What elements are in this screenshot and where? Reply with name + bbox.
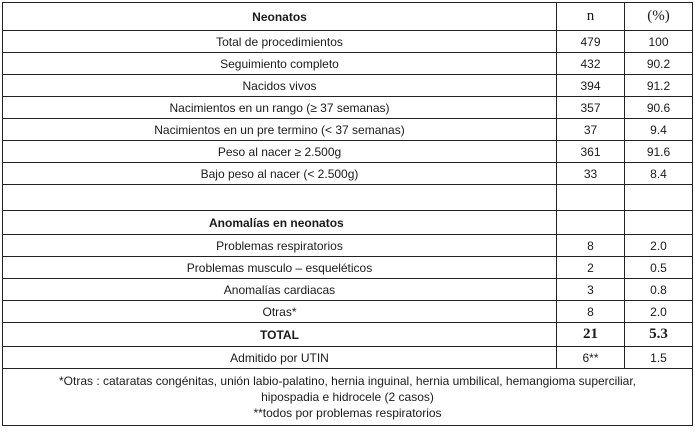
- utin-n: 6**: [557, 347, 625, 369]
- row-label: Problemas respiratorios: [3, 235, 557, 257]
- row-pct: 2.0: [625, 301, 693, 323]
- row-n: 357: [557, 97, 625, 119]
- row-n: 394: [557, 75, 625, 97]
- row-label: Nacimientos en un rango (≥ 37 semanas): [3, 97, 557, 119]
- row-label: Nacidos vivos: [3, 75, 557, 97]
- footnote-line-3: **todos por problemas respiratorios: [253, 406, 442, 420]
- footnote-cell: [3, 369, 693, 426]
- table-row: [3, 163, 693, 185]
- table-row: [3, 257, 693, 279]
- row-n: 2: [557, 257, 625, 279]
- blank-cell: [557, 185, 625, 211]
- row-label: Nacimientos en un pre termino (< 37 semanas): [3, 119, 557, 141]
- row-pct: 91.6: [625, 141, 693, 163]
- row-label: Total de procedimientos: [3, 31, 557, 53]
- row-pct: 91.2: [625, 75, 693, 97]
- row-pct: 8.4: [625, 163, 693, 185]
- total-label: TOTAL: [3, 323, 557, 347]
- utin-pct: 1.5: [625, 347, 693, 369]
- row-label: Anomalías cardiacas: [3, 279, 557, 301]
- row-pct: 100: [625, 31, 693, 53]
- row-label: Seguimiento completo: [3, 53, 557, 75]
- total-n: 21: [557, 323, 625, 347]
- blank-row: [3, 185, 693, 211]
- table-row: [3, 141, 693, 163]
- row-n: 3: [557, 279, 625, 301]
- table-row: [3, 119, 693, 141]
- row-pct: 9.4: [625, 119, 693, 141]
- row-n: 8: [557, 301, 625, 323]
- row-pct: 0.8: [625, 279, 693, 301]
- header-n: n: [557, 3, 625, 31]
- header-row: [3, 3, 693, 31]
- row-pct: 90.2: [625, 53, 693, 75]
- row-n: 361: [557, 141, 625, 163]
- neonatal-outcomes-table-container: [2, 2, 692, 426]
- footnote-line-1: *Otras : cataratas congénitas, unión labio-palatino, hernia inguinal, hernia umbilical, hemangioma superciliar,: [59, 374, 636, 388]
- row-n: 432: [557, 53, 625, 75]
- total-row: [3, 323, 693, 347]
- row-n: 37: [557, 119, 625, 141]
- blank-cell: [625, 185, 693, 211]
- footnote-row: [3, 369, 693, 426]
- row-n: 8: [557, 235, 625, 257]
- blank-cell: [625, 211, 693, 235]
- row-label: Peso al nacer ≥ 2.500g: [3, 141, 557, 163]
- table-row: [3, 279, 693, 301]
- section-title: Anomalías en neonatos: [3, 211, 557, 235]
- utin-row: [3, 347, 693, 369]
- row-n: 479: [557, 31, 625, 53]
- utin-label: Admitido por UTIN: [3, 347, 557, 369]
- row-pct: 2.0: [625, 235, 693, 257]
- table-row: [3, 97, 693, 119]
- blank-cell: [3, 185, 557, 211]
- table-row: [3, 75, 693, 97]
- table-row: [3, 31, 693, 53]
- total-pct: 5.3: [625, 323, 693, 347]
- row-label: Bajo peso al nacer (< 2.500g): [3, 163, 557, 185]
- header-title: Neonatos: [3, 3, 557, 31]
- row-pct: 0.5: [625, 257, 693, 279]
- table-row: [3, 301, 693, 323]
- row-label: Problemas musculo – esqueléticos: [3, 257, 557, 279]
- section-header-row: [3, 211, 693, 235]
- row-pct: 90.6: [625, 97, 693, 119]
- neonatal-outcomes-table: [2, 2, 693, 426]
- table-row: [3, 53, 693, 75]
- blank-cell: [557, 211, 625, 235]
- row-label: Otras*: [3, 301, 557, 323]
- header-pct: (%): [625, 3, 693, 31]
- row-n: 33: [557, 163, 625, 185]
- table-row: [3, 235, 693, 257]
- footnote-line-2: hipospadia e hidrocele (2 casos): [261, 390, 434, 404]
